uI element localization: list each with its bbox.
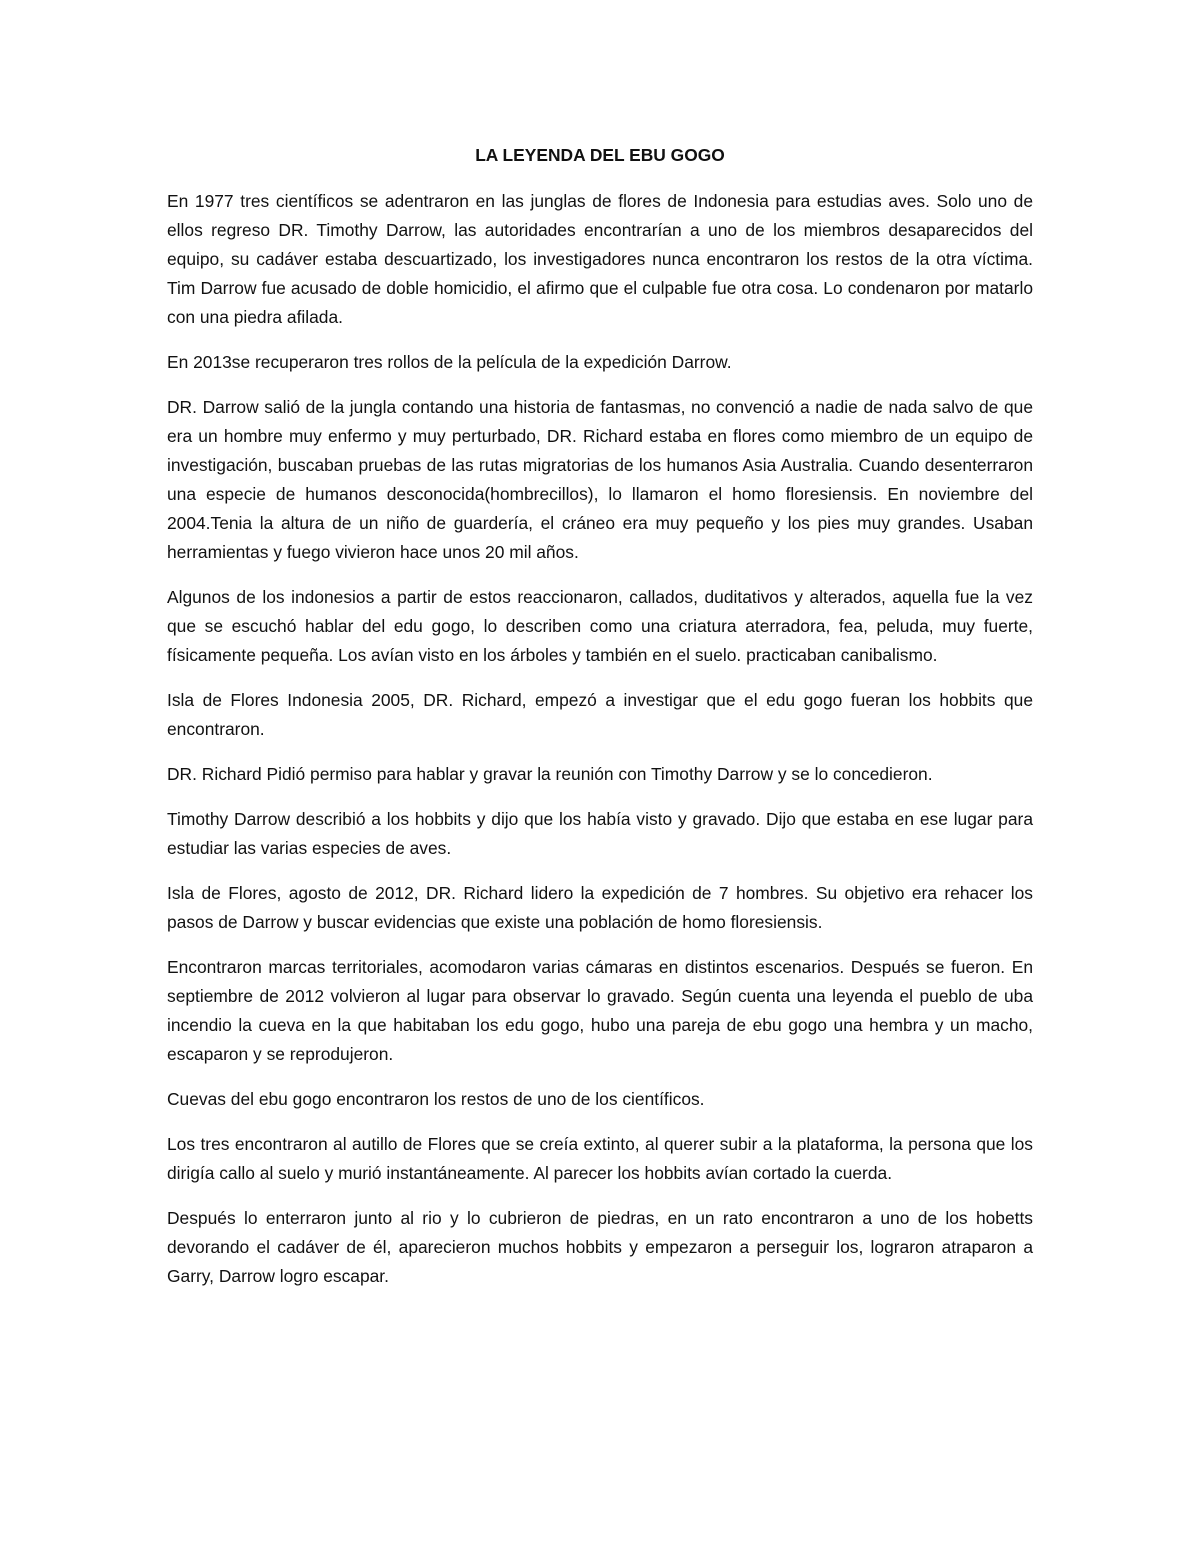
document-title: LA LEYENDA DEL EBU GOGO bbox=[475, 145, 725, 165]
paragraph-1: En 1977 tres científicos se adentraron en las junglas de flores de Indonesia para estudias aves. Solo uno de ellos regreso DR. Timothy Darrow, las autoridades encontrarían a uno de los miembros desaparecidos del equipo, su cadáver estaba descuartizado, los investigadores nunca encontraron los restos de la otra víctima. Tim Darrow fue acusado de doble homicidio, el afirmo que el culpable fue otra cosa. Lo condenaron por matarlo con una piedra afilada. bbox=[167, 191, 1033, 327]
paragraph-9: Encontraron marcas territoriales, acomodaron varias cámaras en distintos escenarios. Después se fueron. En septiembre de 2012 volvieron al lugar para observar lo gravado. Según cuenta una leyenda el pueblo de uba incendio la cueva en la que habitaban los edu gogo, hubo una pareja de ebu gogo una hembra y un macho, escaparon y se reprodujeron. bbox=[167, 957, 1033, 1064]
paragraph-10: Cuevas del ebu gogo encontraron los restos de uno de los científicos. bbox=[167, 1089, 705, 1109]
paragraph-5: Isla de Flores Indonesia 2005, DR. Richard, empezó a investigar que el edu gogo fueran los hobbits que encontraron. bbox=[167, 690, 1033, 739]
paragraph-8: Isla de Flores, agosto de 2012, DR. Richard lidero la expedición de 7 hombres. Su objetivo era rehacer los pasos de Darrow y buscar evidencias que existe una población de homo floresiensis. bbox=[167, 883, 1033, 932]
paragraph-4: Algunos de los indonesios a partir de estos reaccionaron, callados, duditativos y alterados, aquella fue la vez que se escuchó hablar del edu gogo, lo describen como una criatura aterradora, fea, peluda, muy fuerte, físicamente pequeña. Los avían visto en los árboles y también en el suelo. practicaban canibalismo. bbox=[167, 587, 1033, 665]
paragraph-3: DR. Darrow salió de la jungla contando una historia de fantasmas, no convenció a nadie de nada salvo de que era un hombre muy enfermo y muy perturbado, DR. Richard estaba en flores como miembro de un equipo de investigación, buscaban pruebas de las rutas migratorias de los humanos Asia Australia. Cuando desenterraron una especie de humanos desconocida(hombrecillos), lo llamaron el homo floresiensis. En noviembre del 2004.Tenia la altura de un niño de guardería, el cráneo era muy pequeño y los pies muy grandes. Usaban herramientas y fuego vivieron hace unos 20 mil años. bbox=[167, 397, 1033, 562]
paragraph-6: DR. Richard Pidió permiso para hablar y gravar la reunión con Timothy Darrow y se lo concedieron. bbox=[167, 764, 933, 784]
paragraph-12: Después lo enterraron junto al rio y lo cubrieron de piedras, en un rato encontraron a uno de los hobetts devorando el cadáver de él, aparecieron muchos hobbits y empezaron a perseguir los, lograron atraparon a Garry, Darrow logro escapar. bbox=[167, 1208, 1033, 1286]
paragraph-11: Los tres encontraron al autillo de Flores que se creía extinto, al querer subir a la plataforma, la persona que los dirigía callo al suelo y murió instantáneamente. Al parecer los hobbits avían cortado la cuerda. bbox=[167, 1134, 1033, 1183]
paragraph-7: Timothy Darrow describió a los hobbits y dijo que los había visto y gravado. Dijo que estaba en ese lugar para estudiar las varias especies de aves. bbox=[167, 809, 1033, 858]
paragraph-2: En 2013se recuperaron tres rollos de la película de la expedición Darrow. bbox=[167, 352, 732, 372]
document-body bbox=[167, 141, 1033, 1307]
